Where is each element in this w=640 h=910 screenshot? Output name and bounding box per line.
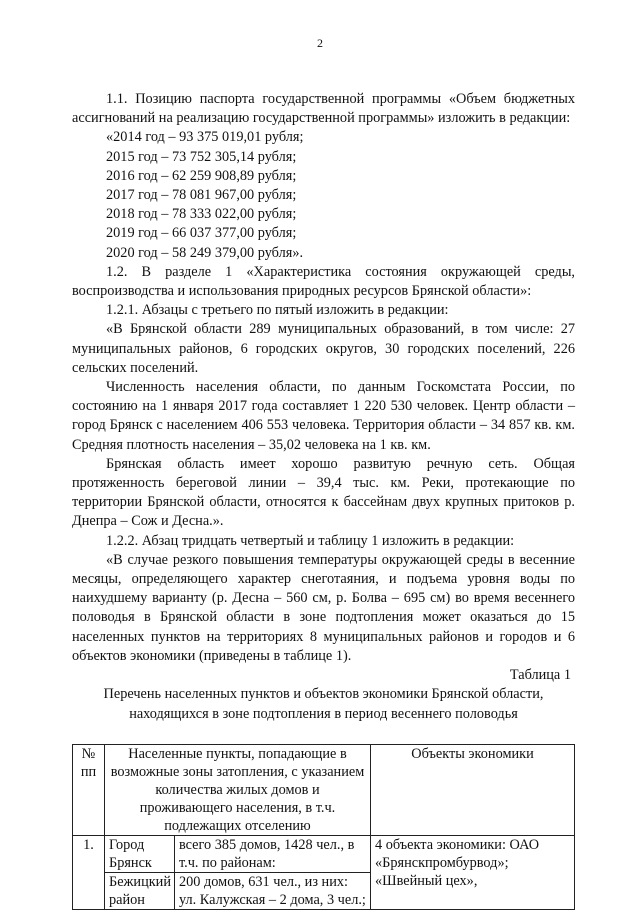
funding-line-2014: «2014 год – 93 375 019,01 рубля; bbox=[106, 129, 304, 146]
funding-line-2019: 2019 год – 66 037 377,00 рубля; bbox=[106, 225, 297, 242]
funding-line-2015: 2015 год – 73 752 305,14 рубля; bbox=[106, 148, 297, 165]
flood-zone-table bbox=[72, 744, 575, 910]
table-header-row bbox=[73, 744, 575, 835]
table-row bbox=[73, 835, 575, 872]
paragraph-flood: «В случае резкого повышения температуры окружающей среды в весенние месяцы, определяющего характер снеготаяния, и подъема уровня воды по наихудшему варианту (р. Десна – 560 см, р. Болва – 695 см) во время весеннего половодья в Брянской области в зоне подтопления может оказаться до 15 населенных пунктов на территориях 8 муниципальных районов и городов и 6 объектов экономики (приведены в таблице 1). bbox=[72, 551, 575, 664]
row-town: Бежицкий район bbox=[105, 872, 175, 909]
paragraph-rivers: Брянская область имеет хорошо развитую речную сеть. Общая протяженность береговой линии – 39,4 тыс. км. Реки, протекающие по территории Брянской области, относятся к бассейнам двух крупных притоков р. Днепра – Сож и Десна.». bbox=[72, 455, 575, 530]
paragraph-municipal: «В Брянской области 289 муниципальных образований, в том числе: 27 муниципальных районов, 6 городских округов, 30 городских поселений, 226 сельских поселений. bbox=[72, 321, 575, 376]
paragraph-population: Численность населения области, по данным Госкомстата России, по состоянию на 1 января 2017 года составляет 1 220 530 человек. Центр области – город Брянск с населением 406 553 человека. Территория области – 34 857 кв. км. Средняя плотность населения – 35,02 человека на 1 кв. км. bbox=[72, 379, 575, 453]
header-objects: Объекты экономики bbox=[371, 744, 575, 835]
table-title-line-1: Перечень населенных пунктов и объектов экономики Брянской области, bbox=[103, 686, 544, 703]
table-label: Таблица 1 bbox=[509, 667, 571, 684]
funding-line-2016: 2016 год – 62 259 908,89 рубля; bbox=[106, 167, 297, 184]
section-1-2-2: 1.2.2. Абзац тридцать четвертый и таблицу 1 изложить в редакции: bbox=[106, 532, 515, 549]
row-number: 1. bbox=[73, 835, 105, 909]
document-body bbox=[72, 90, 575, 910]
table-title-line-2: находящихся в зоне подтопления в период весеннего половодья bbox=[129, 705, 518, 722]
funding-list bbox=[72, 128, 575, 262]
row-houses: всего 385 домов, 1428 чел., в т.ч. по районам: bbox=[175, 835, 371, 872]
row-houses: 200 домов, 631 чел., из них: ул. Калужская – 2 дома, 3 чел.; bbox=[175, 872, 371, 909]
section-1-1-intro: 1.1. Позицию паспорта государственной программы «Объем бюджетных ассигнований на реализацию государственной программы» изложить в редакции: bbox=[72, 91, 575, 127]
section-1-2: 1.2. В разделе 1 «Характеристика состояния окружающей среды, воспроизводства и использования природных ресурсов Брянской области»: bbox=[72, 263, 575, 300]
funding-line-2018: 2018 год – 78 333 022,00 рубля; bbox=[106, 206, 297, 223]
row-town: Город Брянск bbox=[105, 835, 175, 872]
page-number: 2 bbox=[317, 36, 323, 50]
header-settlements: Населенные пункты, попадающие в возможные зоны затопления, с указанием количества жилых домов и проживающего населения, в т.ч. подлежащих отселению bbox=[105, 744, 371, 835]
row-objects: 4 объекта экономики: ОАО «Брянскпромбурвод»; «Швейный цех», bbox=[371, 835, 575, 909]
funding-line-2020: 2020 год – 58 249 379,00 рубля». bbox=[106, 244, 304, 261]
funding-line-2017: 2017 год – 78 081 967,00 рубля; bbox=[106, 187, 297, 204]
section-1-2-1: 1.2.1. Абзацы с третьего по пятый изложить в редакции: bbox=[106, 302, 449, 319]
header-number: № пп bbox=[73, 744, 105, 835]
